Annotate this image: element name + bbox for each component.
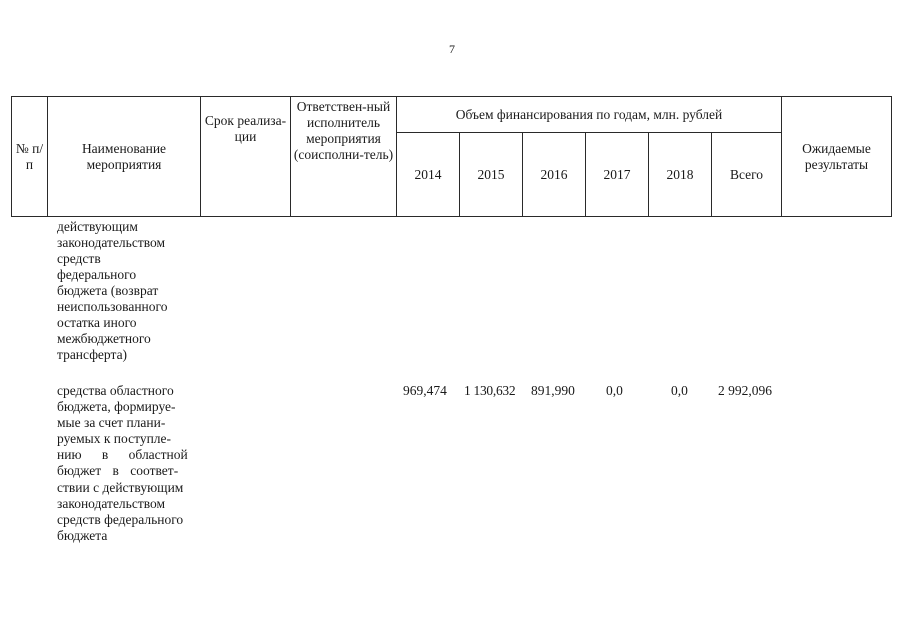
header-year-2015: 2015 <box>460 133 523 217</box>
page-number: 7 <box>449 42 455 56</box>
continuation-text <box>57 219 202 363</box>
header-col-responsible: Ответствен-ный исполнитель мероприятия (соисполни-тель) <box>291 97 397 217</box>
table-header <box>11 96 892 217</box>
header-year-2016: 2016 <box>523 133 586 217</box>
value-2018: 0,0 <box>671 383 688 398</box>
funding-line: средств федерального <box>57 511 184 527</box>
header-col-number: № п/п <box>12 97 48 217</box>
funding-line: бюджета, формируе- <box>57 399 176 415</box>
header-col-total: Всего <box>712 133 782 217</box>
funding-line: бюджет в соответ- <box>57 463 179 479</box>
continuation-line: федерального <box>57 267 137 282</box>
continuation-line: остатка иного <box>57 315 137 330</box>
header-year-2017: 2017 <box>586 133 649 217</box>
value-2016: 891,990 <box>531 383 575 398</box>
continuation-line: действующим <box>57 219 138 234</box>
header-funding-group: Объем финансирования по годам, млн. рублей <box>397 97 782 133</box>
funding-source-description <box>57 383 200 544</box>
funding-line: руемых к поступле- <box>57 431 172 447</box>
header-year-2014: 2014 <box>397 133 460 217</box>
continuation-line: трансферта) <box>57 347 128 362</box>
continuation-line: неиспользованного <box>57 299 168 314</box>
funding-line: законодательством <box>57 495 166 511</box>
funding-line: ствии с действующим <box>57 479 184 495</box>
header-year-2018: 2018 <box>649 133 712 217</box>
value-2015: 1 130,632 <box>464 383 516 398</box>
funding-line: нию в областной <box>57 447 188 463</box>
funding-line: бюджета <box>57 527 108 543</box>
continuation-line: межбюджетного <box>57 331 151 346</box>
continuation-line: бюджета (возврат <box>57 283 159 298</box>
funding-line-text: средства областного <box>57 383 174 398</box>
funding-line <box>57 383 200 399</box>
value-total: 2 992,096 <box>718 383 772 398</box>
value-2014: 969,474 <box>403 383 447 398</box>
continuation-line: законодательством <box>57 235 166 250</box>
header-col-term: Срок реализа-ции <box>201 97 291 217</box>
header-col-name: Наименование мероприятия <box>48 97 201 217</box>
header-col-results: Ожидаемые результаты <box>782 97 892 217</box>
value-2017: 0,0 <box>606 383 623 398</box>
continuation-line: средств <box>57 251 101 266</box>
funding-line: мые за счет плани- <box>57 415 166 431</box>
